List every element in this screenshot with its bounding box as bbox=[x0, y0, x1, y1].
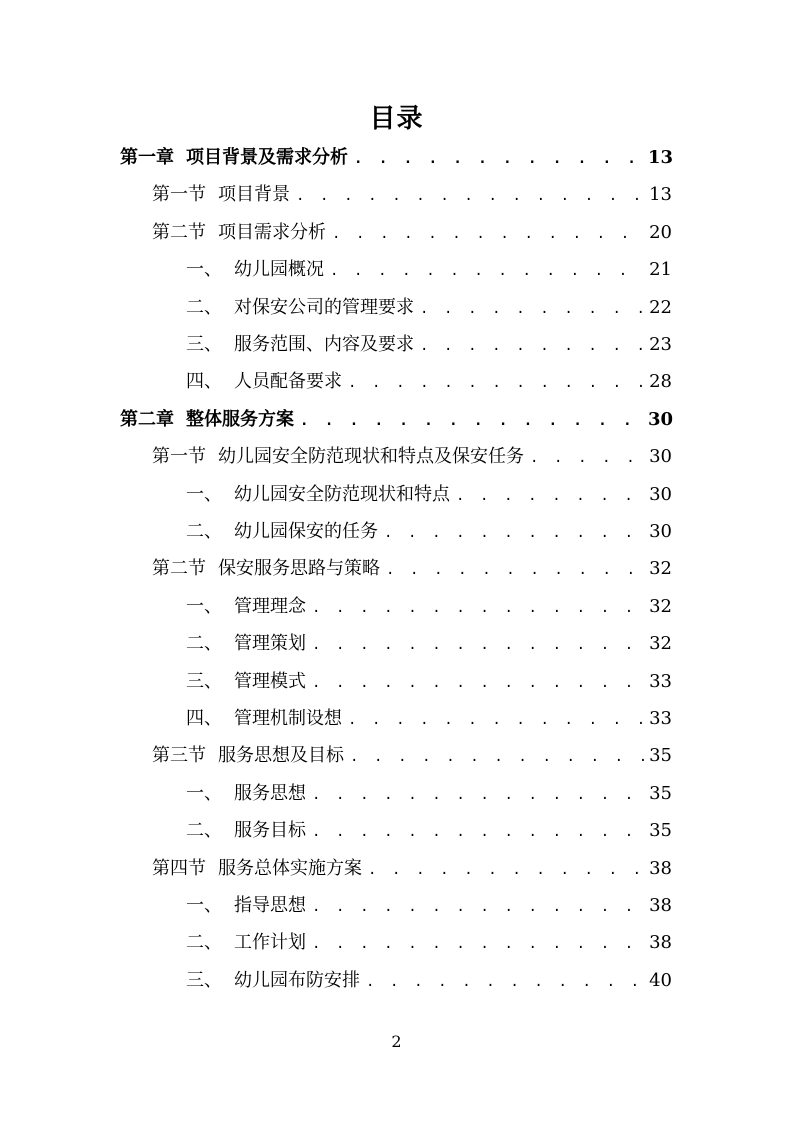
toc-entry-page: 22 bbox=[649, 296, 672, 318]
toc-entry-label: 服务目标 bbox=[234, 820, 306, 842]
dot-leader bbox=[300, 403, 644, 440]
toc-entry-item[interactable] bbox=[186, 700, 672, 737]
toc-entry-item[interactable] bbox=[186, 924, 672, 961]
toc-entry-number: 一、 bbox=[186, 595, 222, 617]
toc-entry-label: 服务范围、内容及要求 bbox=[234, 334, 414, 355]
dot-leader bbox=[384, 515, 645, 552]
toc-entry-number: 二、 bbox=[186, 820, 222, 842]
toc-entry-item[interactable] bbox=[186, 363, 672, 400]
toc-entry-label: 项目需求分析 bbox=[218, 221, 326, 243]
toc-entry-page: 38 bbox=[649, 857, 672, 879]
toc-entry-number: 三、 bbox=[186, 670, 222, 692]
toc-entry-label: 管理理念 bbox=[234, 595, 306, 617]
toc-entry-number: 第一章 bbox=[120, 147, 174, 168]
toc-entry-page: 13 bbox=[649, 184, 672, 206]
toc-entry-label: 保安服务思路与策略 bbox=[218, 558, 380, 580]
toc-entry-page: 32 bbox=[649, 633, 672, 655]
dot-leader bbox=[348, 702, 645, 739]
dot-leader bbox=[312, 814, 645, 851]
toc-entry-item[interactable] bbox=[186, 775, 672, 812]
toc-entry-number: 一、 bbox=[186, 483, 222, 505]
toc-entry-number: 四、 bbox=[186, 708, 222, 729]
toc-entry-label: 对保安公司的管理要求 bbox=[234, 296, 414, 318]
toc-entry-page: 38 bbox=[649, 932, 672, 954]
toc-entry-page: 32 bbox=[649, 558, 672, 580]
dot-leader bbox=[386, 552, 645, 589]
toc-entry-number: 第二章 bbox=[120, 408, 174, 430]
toc-entry-page: 30 bbox=[649, 483, 672, 505]
toc-entry-label: 项目背景 bbox=[218, 184, 290, 206]
toc-entry-label: 服务总体实施方案 bbox=[218, 857, 362, 879]
toc-entry-item[interactable] bbox=[186, 476, 672, 513]
toc-entry-page: 35 bbox=[649, 782, 672, 804]
dot-leader bbox=[312, 889, 645, 926]
toc-entry-page: 23 bbox=[649, 334, 672, 355]
toc-entry-label: 管理模式 bbox=[234, 670, 306, 692]
page-number: 2 bbox=[391, 1032, 402, 1051]
page-title: 目录 bbox=[369, 104, 424, 134]
toc-entry-number: 第四节 bbox=[152, 857, 206, 879]
toc-entry-section[interactable] bbox=[152, 214, 672, 251]
toc-entry-page: 20 bbox=[649, 221, 672, 243]
dot-leader bbox=[312, 627, 645, 664]
toc-entry-number: 一、 bbox=[186, 259, 222, 281]
toc-entry-label: 指导思想 bbox=[234, 895, 306, 916]
toc-entry-page: 33 bbox=[649, 670, 672, 692]
toc-entry-number: 第一节 bbox=[152, 184, 206, 206]
toc-entry-page: 21 bbox=[649, 259, 672, 281]
toc-entry-number: 第二节 bbox=[152, 221, 206, 243]
toc-entry-label: 项目背景及需求分析 bbox=[186, 147, 348, 168]
toc-entry-section[interactable] bbox=[152, 176, 672, 213]
toc-entry-number: 一、 bbox=[186, 782, 222, 804]
toc-entry-label: 幼儿园保安的任务 bbox=[234, 521, 378, 542]
toc-entry-number: 第三节 bbox=[152, 745, 206, 767]
toc-entry-number: 二、 bbox=[186, 296, 222, 318]
dot-leader bbox=[366, 964, 645, 1001]
toc-entry-item[interactable] bbox=[186, 812, 672, 849]
toc-entry-label: 幼儿园安全防范现状和特点 bbox=[234, 483, 450, 505]
toc-entry-number: 二、 bbox=[186, 521, 222, 542]
toc-entry-item[interactable] bbox=[186, 326, 672, 363]
dot-leader bbox=[368, 852, 645, 889]
toc-entry-number: 第二节 bbox=[152, 558, 206, 580]
toc-entry-number: 一、 bbox=[186, 895, 222, 916]
dot-leader bbox=[312, 926, 645, 963]
toc-entry-page: 30 bbox=[649, 446, 672, 468]
dot-leader bbox=[312, 665, 645, 702]
dot-leader bbox=[332, 216, 645, 253]
toc-entry-number: 二、 bbox=[186, 932, 222, 954]
toc-entry-label: 服务思想 bbox=[234, 782, 306, 804]
dot-leader bbox=[348, 365, 645, 402]
dot-leader bbox=[312, 777, 645, 814]
toc-entry-number: 三、 bbox=[186, 969, 222, 991]
dot-leader bbox=[420, 291, 645, 328]
toc-entry-label: 人员配备要求 bbox=[234, 371, 342, 393]
toc-entry-page: 35 bbox=[649, 745, 672, 767]
toc-entry-label: 工作计划 bbox=[234, 932, 306, 954]
toc-entry-item[interactable] bbox=[186, 251, 672, 288]
toc-entry-label: 幼儿园安全防范现状和特点及保安任务 bbox=[218, 446, 524, 468]
toc-entry-label: 幼儿园布防安排 bbox=[234, 969, 360, 991]
toc-entry-page: 35 bbox=[649, 820, 672, 842]
toc-entry-label: 整体服务方案 bbox=[186, 408, 294, 430]
toc-entry-label: 服务思想及目标 bbox=[218, 745, 344, 767]
dot-leader bbox=[296, 178, 645, 215]
toc-entry-page: 32 bbox=[649, 595, 672, 617]
toc-entry-page: 38 bbox=[649, 895, 672, 916]
dot-leader bbox=[456, 478, 645, 515]
toc-entry-page: 40 bbox=[649, 969, 672, 991]
toc-entry-number: 四、 bbox=[186, 371, 222, 393]
toc-entry-item[interactable] bbox=[186, 588, 672, 625]
dot-leader bbox=[312, 590, 645, 627]
toc-entry-section[interactable] bbox=[152, 737, 672, 774]
dot-leader bbox=[420, 328, 645, 365]
toc-entry-page: 30 bbox=[649, 521, 672, 542]
toc-entry-label: 管理机制设想 bbox=[234, 708, 342, 729]
toc-entry-label: 管理策划 bbox=[234, 633, 306, 655]
toc-entry-number: 第一节 bbox=[152, 446, 206, 468]
toc-entry-section[interactable] bbox=[152, 550, 672, 587]
dot-leader bbox=[330, 253, 645, 290]
toc-entry-number: 三、 bbox=[186, 334, 222, 355]
toc-entry-item[interactable] bbox=[186, 625, 672, 662]
toc-entry-chapter[interactable] bbox=[120, 401, 673, 438]
toc-entry-item[interactable] bbox=[186, 663, 672, 700]
toc-entry-item[interactable] bbox=[186, 513, 672, 550]
toc-entry-page: 30 bbox=[647, 408, 673, 430]
toc-entry-number: 二、 bbox=[186, 633, 222, 655]
dot-leader bbox=[530, 440, 645, 477]
toc-entry-page: 13 bbox=[647, 147, 673, 168]
toc-entry-item[interactable] bbox=[186, 289, 672, 326]
toc-entry-page: 28 bbox=[649, 371, 672, 393]
toc-entry-item[interactable] bbox=[186, 962, 672, 999]
dot-leader bbox=[350, 739, 645, 776]
dot-leader bbox=[354, 141, 644, 178]
toc-entry-chapter[interactable] bbox=[120, 139, 673, 176]
toc-entry-page: 33 bbox=[649, 708, 672, 729]
toc-entry-label: 幼儿园概况 bbox=[234, 259, 324, 281]
toc-entry-item[interactable] bbox=[186, 887, 672, 924]
toc-entry-section[interactable] bbox=[152, 850, 672, 887]
toc-entry-section[interactable] bbox=[152, 438, 672, 475]
